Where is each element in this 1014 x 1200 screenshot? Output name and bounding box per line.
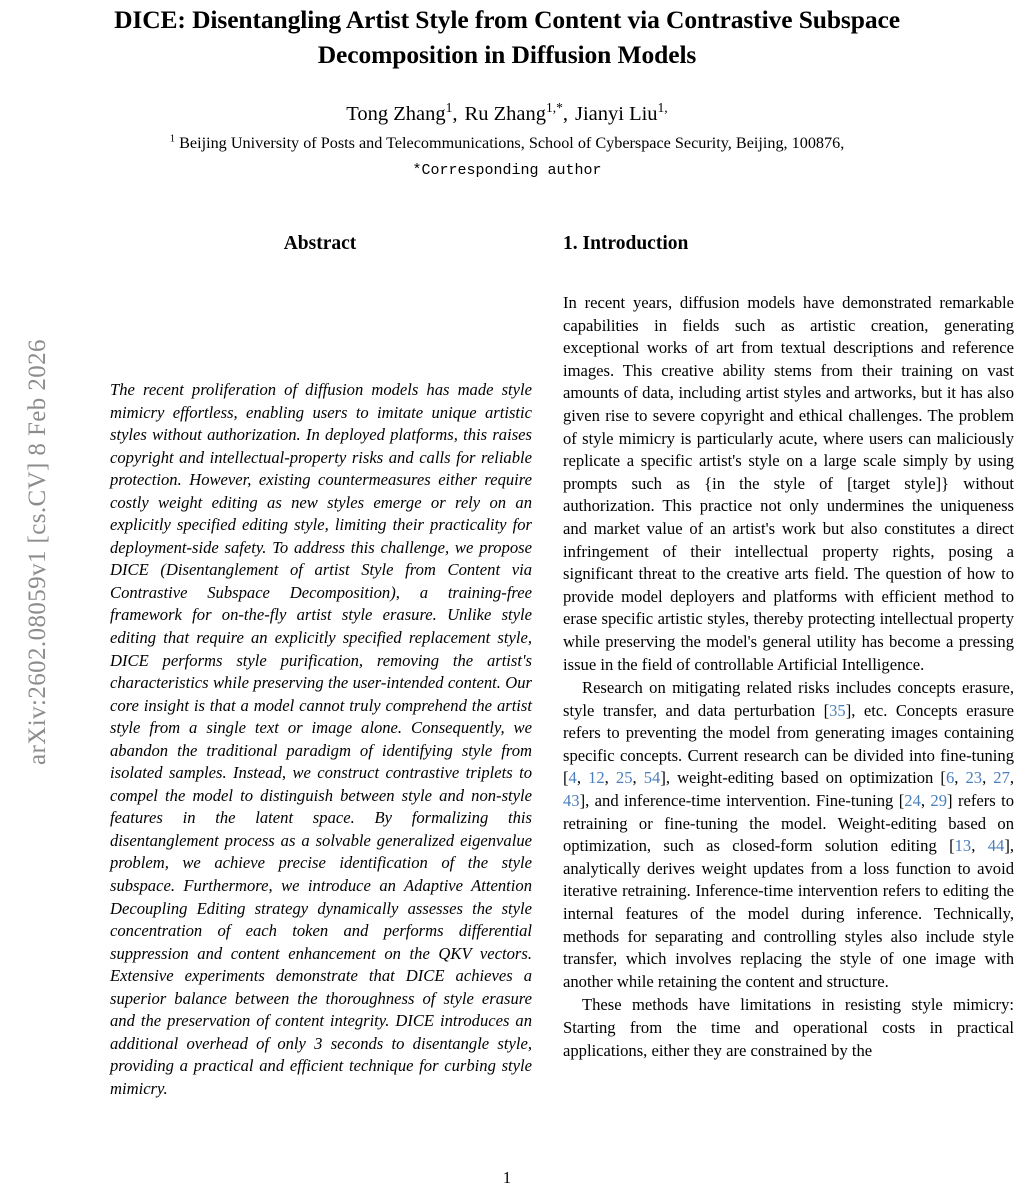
author-2: Ru Zhang$^{1,*}$, [464,100,568,125]
author-2-marks: 1,* [545,100,563,116]
citation-link-4[interactable]: 4 [568,768,577,788]
introduction-body [563,292,1014,1062]
author-list [64,100,950,128]
page-number: 1 [502,1168,512,1187]
abstract-heading: Abstract [283,233,357,254]
author-1-name: Tong Zhang [346,103,446,125]
affiliation-mark: 1 [169,132,176,145]
introduction-column [563,232,1014,1062]
citation-link-27[interactable]: 27 [993,768,1010,788]
arxiv-stamp: arXiv:2602.08059v1 [cs.CV] 8 Feb 2026 [24,339,51,765]
citation-link-24[interactable]: 24 [904,791,921,811]
title-block [104,2,910,72]
paper-title-line-2: Decomposition in Diffusion Models [317,40,697,69]
citation-link-13[interactable]: 13 [954,836,972,856]
intro-p2-text-5: ] refers to retraining or fine-tuning the model. Weight-editing based on optimization, such as closed-form solution editing [ [563,791,1014,856]
introduction-heading: 1. Introduction [563,233,689,254]
intro-paragraph-3: These methods have limitations in resisting style mimicry: Starting from the time and operational costs in practical applications, either they are constrained by the [563,995,1014,1060]
intro-p2-text-4: ], and inference-time intervention. Fine-tuning [ [579,791,905,811]
abstract-column [110,232,530,256]
affiliation-line [64,132,950,155]
author-1-marks: 1 [445,100,453,116]
citation-link-43[interactable]: 43 [563,791,580,811]
author-3 [574,100,668,125]
intro-p2-text-2: ], etc. Concepts erasure refers to preventing the model from generating images containing specific concepts. Current research can be divided into fine-tuning [ [563,700,1014,788]
author-3-marks: 1, [657,100,668,116]
affiliation-text: Beijing University of Posts and Telecommunications, School of Cyberspace Security, Beijing, 100876, [179,134,845,152]
intro-paragraph-2: Research on mitigating related risks includes concepts erasure, style transfer, and data perturbation [35], etc. Concepts erasure refers to preventing the model from generating images containing specific concepts. Current research can be divided into fine-tuning [4, 12, 25, 54], weight-editing based on optimization [6, 23, 27, 43], and inference-time intervention. Fine-tuning [24, 29] refers to retraining or fine-tuning the model. Weight-editing based on optimization, such as closed-form solution editing [13, 44], analytically derives weight updates from a loss function to avoid iterative retraining. Inference-time intervention refers to editing the internal features of the model during inference. Technically, methods for separating and controlling styles also include style transfer, which involves replacing the style of one image with another while retaining the content and structure. [563,678,1014,991]
author-block [64,100,950,181]
author-3-name: Jianyi Liu [574,103,658,125]
citation-link-25[interactable]: 25 [615,768,633,788]
citation-link-29[interactable]: 29 [930,791,948,811]
citation-link-35[interactable]: 35 [829,700,846,720]
intro-p2-text-3: ], weight-editing based on optimization [ [660,768,946,788]
intro-paragraph-1: In recent years, diffusion models have demonstrated remarkable capabilities in fields such as artistic creation, generating exceptional works of art from textual descriptions and reference images. This creative ability stems from their training on vast amounts of data, including artist styles and artworks, but it has also given rise to severe copyright and ethical challenges. The problem of style mimicry is particularly acute, where users can maliciously replicate a specific artist's style on a large scale simply by using prompts such as {in the style of [target style]} without authorization. This practice not only undermines the uniqueness and market value of an artist's work but also constitutes a direct infringement of their intellectual property rights, posing a significant threat to the creative arts field. The question of how to provide model deployers and platforms with efficient method to erase specific artistic styles, thereby protecting intellectual property while preserving the model's general utility has become a pressing issue in the field of controllable Artificial Intelligence. [563,293,1014,674]
intro-p2-text-6: ], analytically derives weight updates from a loss function to avoid iterative retraining. Inference-time intervention refers to editing the internal features of the model during inference. Technically, methods for separating and controlling styles also include style transfer, which involves replacing the style of one image with another while retaining the content and structure. [563,836,1014,991]
citation-link-6[interactable]: 6 [945,768,955,788]
author-1: Tong Zhang$^1$, [346,100,458,125]
abstract-body: The recent proliferation of diffusion models has made style mimicry effortless, enabling users to imitate unique artistic styles without authorization. In deployed platforms, this raises copyright and intellectual-property risks and calls for reliable protection. However, existing countermeasures either require costly weight editing as new styles emerge or rely on an explicitly specified editing style, limiting their practicality for deployment-side safety. To address this challenge, we propose DICE (Disentanglement of artist Style from Content via Contrastive Subspace Decomposition), a training-free framework for on-the-fly artist style erasure. Unlike style editing that require an explicitly specified replacement style, DICE performs style purification, removing the artist's characteristics while preserving the user-intended content. Our core insight is that a model cannot truly comprehend the artist style from a single text or image alone. Consequently, we abandon the traditional paradigm of identifying style from isolated samples. Instead, we construct contrastive triplets to compel the model to distinguish between style and non-style features in the latent space. By formalizing this disentanglement process as a solvable generalized eigenvalue problem, we achieve precise identification of the style subspace. Furthermore, we introduce an Adaptive Attention Decoupling Editing strategy dynamically assesses the style concentration of each token and performs differential suppression and content enhancement on the QKV vectors. Extensive experiments demonstrate that DICE achieves a superior balance between the thoroughness of style erasure and the preservation of content integrity. DICE introduces an additional overhead of only 3 seconds to disentangle style, providing a practical and efficient technique for curbing style mimicry. [110,380,532,1098]
paper-title-line-1: DICE: Disentangling Artist Style from Content via Contrastive Subspace [114,5,900,34]
intro-p2-text-1: Research on mitigating related risks includes concepts erasure, style transfer, and data perturbation [ [563,678,1014,720]
citation-link-23[interactable]: 23 [965,768,983,788]
author-2-name: Ru Zhang [464,103,546,125]
citation-link-12[interactable]: 12 [588,768,605,788]
citation-link-54[interactable]: 54 [643,768,661,788]
page-title [104,2,910,72]
corresponding-author-note: *Corresponding author [412,162,602,179]
citation-link-44[interactable]: 44 [987,836,1005,856]
